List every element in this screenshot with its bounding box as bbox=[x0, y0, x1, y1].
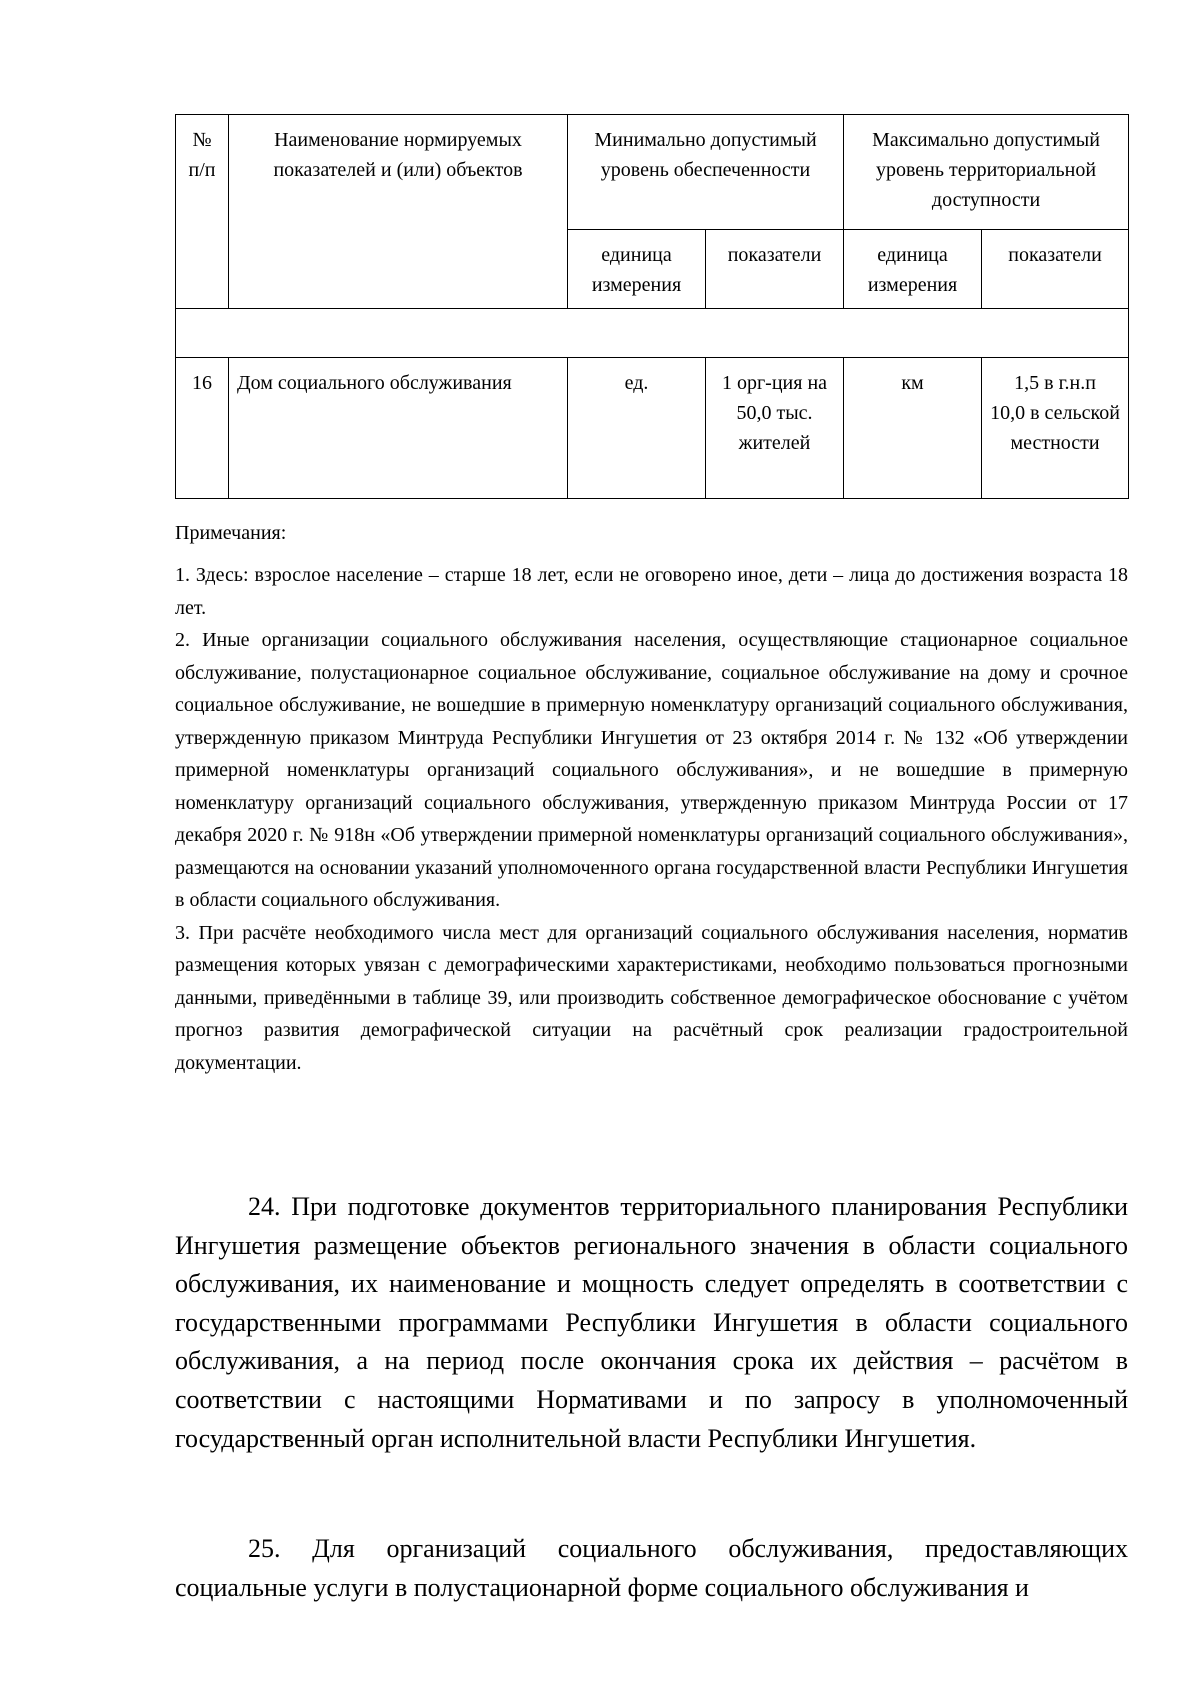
cell-value-2-line2: 10,0 в сельской местности bbox=[990, 402, 1120, 454]
header-min-level: Минимально допустимый уровень обеспеченности bbox=[568, 115, 844, 230]
cell-value-2 bbox=[982, 358, 1129, 499]
cell-name: Дом социального обслуживания bbox=[229, 358, 568, 499]
norms-table bbox=[175, 114, 1129, 499]
table-empty-row bbox=[176, 309, 1129, 358]
note-item-1: 1. Здесь: взрослое население – старше 18 лет, если не оговорено иное, дети – лица до достижения возраста 18 лет. bbox=[175, 564, 1128, 619]
cell-unit-2: км bbox=[844, 358, 982, 499]
header-unit-2: единица измерения bbox=[844, 230, 982, 309]
header-value-1: показатели bbox=[706, 230, 844, 309]
header-max-access: Максимально допустимый уровень территориальной доступности bbox=[844, 115, 1129, 230]
cell-unit-1: ед. bbox=[568, 358, 706, 499]
table-header-row bbox=[176, 115, 1129, 230]
notes-title: Примечания: bbox=[175, 522, 287, 544]
header-name: Наименование нормируемых показателей и (или) объектов bbox=[229, 115, 568, 309]
cell-num: 16 bbox=[176, 358, 229, 499]
notes-list bbox=[175, 559, 1128, 1079]
header-unit-1: единица измерения bbox=[568, 230, 706, 309]
empty-cell bbox=[176, 309, 1129, 358]
cell-value-2-line1: 1,5 в г.н.п bbox=[1014, 372, 1096, 394]
header-value-2: показатели bbox=[982, 230, 1129, 309]
cell-value-1: 1 орг-ция на 50,0 тыс. жителей bbox=[706, 358, 844, 499]
note-item-3: 3. При расчёте необходимого числа мест для организаций социального обслуживания населения, норматив размещения которых увязан с демографическими характеристиками, необходимо пользоваться прогнозными данными, приведёнными в таблице 39, или производить собственное демографическое обоснование с учётом прогноз развития демографической ситуации на расчётный срок реализации градостроительной документации. bbox=[175, 921, 1128, 1074]
paragraph-24 bbox=[175, 1188, 1128, 1458]
table-row bbox=[176, 358, 1129, 499]
note-item-2: 2. Иные организации социального обслуживания населения, осуществляющие стационарное социальное обслуживание, полустационарное социальное обслуживание, социальное обслуживание на дому и срочное социальное обслуживание, не вошедшие в примерную номенклатуру организаций социального обслуживания, утвержденную приказом Минтруда Республики Ингушетия от 23 октября 2014 г. № 132 «Об утверждении примерной номенклатуры организаций социального обслуживания», и не вошедшие в примерную номенклатуру организаций социального обслуживания, утвержденную приказом Минтруда России от 17 декабря 2020 г. № 918н «Об утверждении примерной номенклатуры организаций социального обслуживания», размещаются на основании указаний уполномоченного органа государственной власти Республики Ингушетия в области социального обслуживания. bbox=[175, 629, 1128, 911]
paragraph-25 bbox=[175, 1530, 1128, 1607]
paragraph-25-text: 25. Для организаций социального обслуживания, предоставляющих социальные услуги в полустационарной форме социального обслуживания и bbox=[175, 1534, 1128, 1602]
header-num: № п/п bbox=[176, 115, 229, 309]
paragraph-24-text: 24. При подготовке документов территориального планирования Республики Ингушетия размещение объектов регионального значения в области социального обслуживания, их наименование и мощность следует определять в соответствии с государственными программами Республики Ингушетия в области социального обслуживания, а на период после окончания срока их действия – расчётом в соответствии с настоящими Нормативами и по запросу в уполномоченный государственный орган исполнительной власти Республики Ингушетия. bbox=[175, 1192, 1128, 1453]
